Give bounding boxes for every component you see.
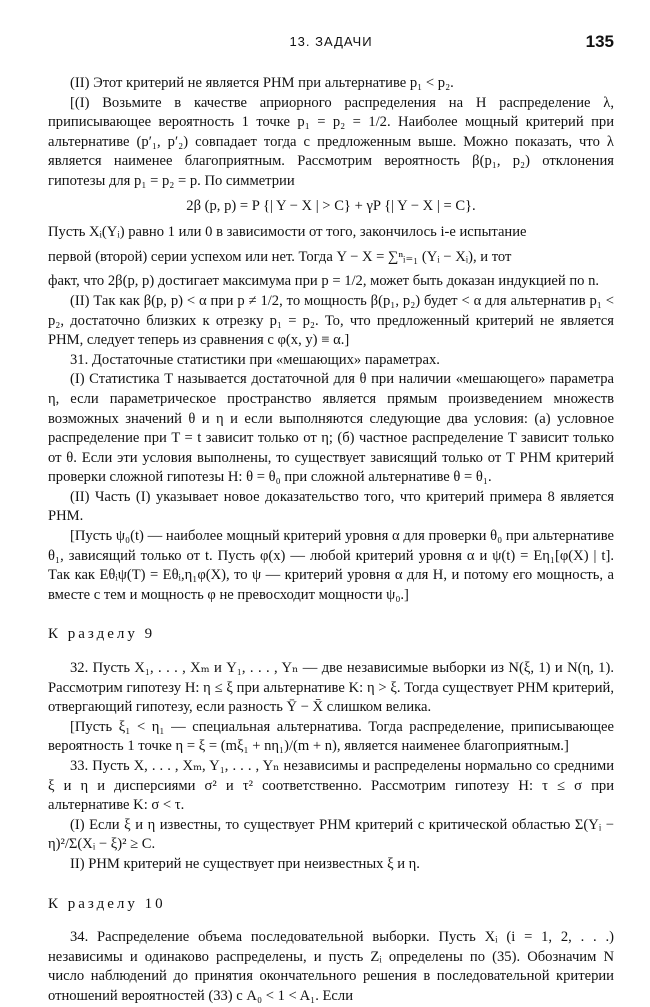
- page-body: [48, 74, 614, 1007]
- paragraph: [(I) Возьмите в качестве априорного распределения на H распределение λ, приписывающее вероятность 1 точке p₁ = p₂ = 1/2. Наиболее мощный критерий при альтернативе (p′₁, p′₂) совпадает тогда с предложенным выше. Можно показать, что λ является наименее благоприятным. Рассмотрим вероятность β(p₁, p₂) отклонения гипотезы для p₁ = p₂ = p. По симметрии: [48, 94, 614, 189]
- chapter-title: 13. ЗАДАЧИ: [289, 34, 373, 49]
- paragraph: (II) Так как β(p, p) < α при p ≠ 1/2, то мощность β(p₁, p₂) будет < α для альтернатив p₁ < p₂, достаточно близких к отрезку p₁ = p₂. То, что предложенный критерий не является РНМ, следует теперь из сравнения с φ(x, y) ≡ α.]: [48, 292, 614, 349]
- display-formula: 2β (p, p) = P {| Y − X | > C} + γP {| Y − X | = C}.: [186, 197, 476, 214]
- paragraph: 34. Распределение объема последовательной выборки. Пусть Xᵢ (i = 1, 2, . . .) независимы и одинаково распределены, и пусть Zᵢ определены по (35). Обозначим N число наблюдений до принятия окончательного решения в последовательной критерии отношений вероятностей (33) с A₀ < 1 < A₁. Если: [48, 929, 614, 1004]
- section-heading: К разделу 10: [48, 895, 166, 912]
- problem-title: 31. Достаточные статистики при «мешающих» параметрах.: [70, 351, 440, 368]
- paragraph: (I) Если ξ и η известны, то существует РНМ критерий с критической областью Σ(Yᵢ − η)²/Σ(Xᵢ − ξ)² ≥ C.: [48, 816, 614, 853]
- paragraph: II) РНМ критерий не существует при неизвестных ξ и η.: [70, 855, 420, 872]
- paragraph: Пусть Xᵢ(Yᵢ) равно 1 или 0 в зависимости от того, закончилось i-е испытание: [48, 224, 527, 241]
- section-heading: К разделу 9: [48, 626, 156, 643]
- page-number: 135: [585, 32, 614, 51]
- running-head: [48, 34, 614, 56]
- paragraph: 33. Пусть X, . . . , Xₘ, Y₁, . . . , Yₙ независимы и распределены нормально со средними ξ и η и дисперсиями σ² и τ² соответственно. Рассмотрим гипотезу H: τ ≤ σ при альтернативе K: σ < τ.: [48, 758, 614, 814]
- paragraph: (II) Этот критерий не является РНМ при альтернативе p₁ < p₂.: [70, 75, 454, 91]
- paragraph: факт, что 2β(p, p) достигает максимума при p = 1/2, может быть доказан индукцией по n.: [48, 273, 600, 290]
- paragraph: [Пусть ψ₀(t) — наиболее мощный критерий уровня α для проверки θ₀ при альтернативе θ₁, зависящий только от t. Пусть φ(x) — любой критерий уровня α и ψ(t) = Eη₁[φ(X) | t]. Так как Eθᵢψ(T) = Eθᵢ,η₁φ(X), то ψ — критерий уровня α для H, и потому его мощность, а вместе с тем и мощность φ не превосходит мощности ψ₀.]: [48, 528, 614, 603]
- paragraph: 32. Пусть X₁, . . . , Xₘ и Y₁, . . . , Yₙ — две независимые выборки из N(ξ, 1) и N(η, 1). Рассмотрим гипотезу H: η ≤ ξ при альтернативе K: η > ξ. Тогда существует РНМ критерий, отвергающий гипотезу, если разность Ȳ − X̄ слишком велика.: [48, 660, 614, 716]
- paragraph: (I) Статистика T называется достаточной для θ при наличии «мешающего» параметра η, если параметрическое пространство является прямым произведением множеств возможных значений θ и η и если выполняются следующие два условия: (а) условное распределение при T = t зависит только от η; (б) частное распределение T зависит только от θ. Если эти условия выполнены, то существует зависящий только от T РНМ критерий проверки сложной гипотезы H: θ = θ₀ при сложной альтернативе θ = θ₁.: [48, 371, 614, 486]
- paragraph: [Пусть ξ₁ < η₁ — специальная альтернатива. Тогда распределение, приписывающее вероятность 1 точке η = ξ = (mξ₁ + nη₁)/(m + n), является наименее благоприятным.]: [48, 718, 614, 755]
- paragraph: (II) Часть (I) указывает новое доказательство того, что критерий примера 8 является РНМ.: [48, 488, 614, 525]
- summation-line: первой (второй) серии успехом или нет. Тогда Y − X = ∑ⁿᵢ₌₁ (Yᵢ − Xᵢ), и тот: [48, 248, 512, 265]
